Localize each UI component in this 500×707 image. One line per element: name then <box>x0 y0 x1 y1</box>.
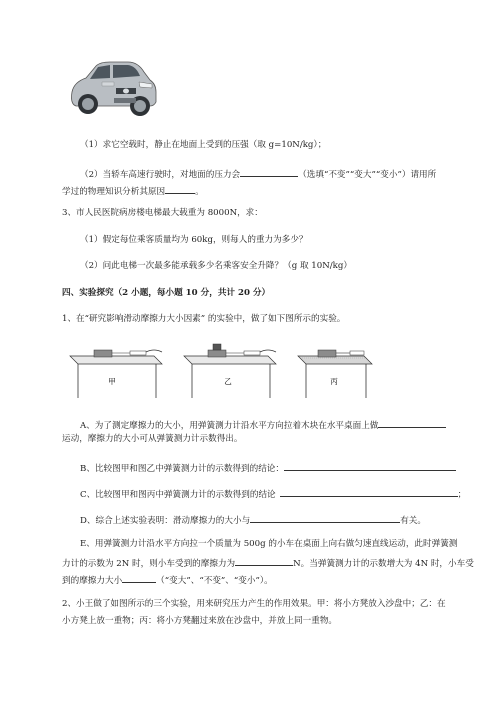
q4-1-A-line2: 运动，摩擦力的大小可从弹簧测力计示数得出。 <box>62 434 243 444</box>
q4-1-D-text-b: 有关。 <box>400 516 426 526</box>
car-question-sub2-line1 <box>80 167 436 181</box>
friction-experiment-figure <box>66 338 376 400</box>
q4-1-C-text: C、比较图甲和图丙中弹簧测力计的示数得到的结论 <box>80 490 276 500</box>
q4-2-line1: 2、小王做了如图所示的三个实验，用来研究压力产生的作用效果。甲：将小方凳放入沙盘中；乙：在 <box>62 599 446 609</box>
q4-1-E-text-b1: 力计的示数为 2N 时，则小车受到的摩擦力为 <box>62 559 236 569</box>
q4-2-line2: 小方凳上放一重物；丙：将小方凳翻过来放在沙盘中，并放上同一重物。 <box>62 616 338 626</box>
q4-1-E-text-c1: 到的摩擦力大小 <box>62 576 123 586</box>
answer-blank-factors[interactable] <box>250 513 400 523</box>
q4-1-B-text: B、比较图甲和图乙中弹簧测力计的示数得到的结论： <box>80 464 284 474</box>
q4-1-E-line2 <box>62 556 474 570</box>
q3-sub2: （2）问此电梯一次最多能承载多少名乘客安全升降？（g 取 10N/kg） <box>80 261 352 271</box>
answer-blank-conclusion-b[interactable] <box>284 461 456 471</box>
answer-blank-motion-type[interactable] <box>378 418 446 428</box>
figure-label-jia: 甲 <box>108 377 116 386</box>
table-bing <box>298 350 372 398</box>
car-sub2-text-b: （选填“不变”“变大”“变小”）请用所 <box>298 170 437 180</box>
q4-1-E-line3 <box>62 573 273 587</box>
q4-1-stem: 1、在“研究影响滑动摩擦力大小因素” 的实验中，做了如下图所示的实验。 <box>62 314 346 324</box>
car-question-sub2-line2 <box>62 184 204 198</box>
q4-1-D <box>80 513 426 527</box>
answer-blank-pressure-change[interactable] <box>240 167 298 177</box>
q4-1-D-text-a: D、综合上述实验表明：滑动摩擦力的大小与 <box>80 516 251 526</box>
q4-1-E-text-b2: N。当弹簧测力计的示数增大为 4N 时，小车受 <box>293 559 474 569</box>
figure-label-yi: 乙 <box>224 377 232 386</box>
q4-1-C <box>80 487 466 501</box>
q4-1-B <box>80 461 456 475</box>
q4-1-A-text: A、为了测定摩擦力的大小，用弹簧测力计沿水平方向拉着木块在水平桌面上做 <box>80 421 379 431</box>
car-image <box>66 52 158 118</box>
answer-blank-conclusion-c[interactable] <box>280 487 458 497</box>
q3-stem: 3、市人民医院病房楼电梯最大载重为 8000N，求： <box>62 208 263 218</box>
q4-1-C-end: ； <box>457 490 467 500</box>
car-question-sub1: （1）求它空载时，静止在地面上受到的压强（取 g=10N/kg）； <box>80 140 327 150</box>
q4-1-A-line1 <box>80 418 446 432</box>
answer-blank-friction-change[interactable] <box>122 573 156 583</box>
q4-1-E-line1: E、用弹簧测力计沿水平方向拉一个质量为 500g 的小车在桌面上向右做匀速直线运动，此时弹簧测 <box>80 539 458 549</box>
car-sub2-text-d: 。 <box>195 187 204 197</box>
table-yi <box>184 344 276 398</box>
car-sub2-text-a: （2）当轿车高速行驶时，对地面的压力会 <box>80 170 241 180</box>
table-jia <box>70 350 162 398</box>
q3-sub1: （1）假定每位乘客质量均为 60kg，则每人的重力为多少？ <box>80 235 308 245</box>
answer-blank-reason[interactable] <box>165 184 195 194</box>
car-sub2-text-c: 学过的物理知识分析其原因 <box>62 187 166 197</box>
section4-title: 四、实验探究（2 小题，每小题 10 分，共计 20 分） <box>62 288 271 298</box>
figure-label-bing: 丙 <box>330 377 338 386</box>
q4-1-E-text-c2: （“变大”、“不变”、“变小”）。 <box>156 576 273 586</box>
answer-blank-friction-value[interactable] <box>235 556 293 566</box>
